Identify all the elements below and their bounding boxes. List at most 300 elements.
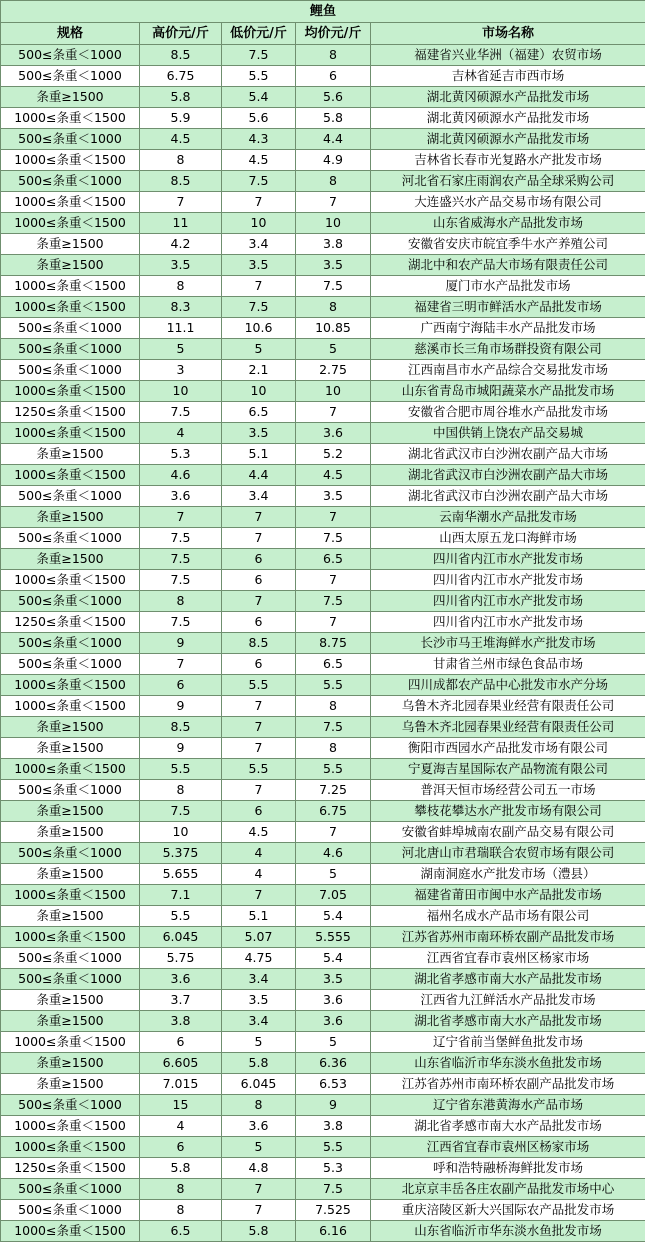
market-name-cell: 宁夏海吉星国际农产品物流有限公司 <box>371 759 645 780</box>
table-row <box>1 1074 645 1095</box>
low-price-cell: 5 <box>222 339 296 360</box>
market-name-cell: 四川省内江市水产批发市场 <box>371 612 645 633</box>
avg-price-cell: 6.5 <box>296 654 371 675</box>
spec-cell: 1000≤条重＜1500 <box>1 927 140 948</box>
market-name-cell: 呼和浩特融桥海鲜批发市场 <box>371 1158 645 1179</box>
avg-price-cell: 4.4 <box>296 129 371 150</box>
low-price-cell: 5.5 <box>222 66 296 87</box>
high-price-cell: 7.5 <box>140 549 222 570</box>
market-name-cell: 山东省临沂市华东淡水鱼批发市场 <box>371 1053 645 1074</box>
avg-price-cell: 7 <box>296 192 371 213</box>
table-row <box>1 759 645 780</box>
high-price-cell: 7 <box>140 654 222 675</box>
market-name-cell: 山东省威海水产品批发市场 <box>371 213 645 234</box>
avg-price-cell: 3.6 <box>296 1011 371 1032</box>
market-name-cell: 湖北省孝感市南大水产品批发市场 <box>371 1116 645 1137</box>
low-price-cell: 3.5 <box>222 990 296 1011</box>
high-price-cell: 4.6 <box>140 465 222 486</box>
avg-price-cell: 7.5 <box>296 591 371 612</box>
table-row <box>1 381 645 402</box>
spec-cell: 条重≥1500 <box>1 1011 140 1032</box>
table-row <box>1 1011 645 1032</box>
table-row <box>1 87 645 108</box>
table-row <box>1 822 645 843</box>
spec-cell: 500≤条重＜1000 <box>1 129 140 150</box>
high-price-cell: 7.5 <box>140 612 222 633</box>
low-price-cell: 10.6 <box>222 318 296 339</box>
high-price-cell: 7 <box>140 192 222 213</box>
avg-price-cell: 5.555 <box>296 927 371 948</box>
market-name-cell: 安徽省合肥市周谷堆水产品批发市场 <box>371 402 645 423</box>
table-row <box>1 1158 645 1179</box>
market-name-cell: 福建省兴业华洲（福建）农贸市场 <box>371 45 645 66</box>
table-row <box>1 1053 645 1074</box>
market-name-cell: 重庆涪陵区新大兴国际农产品批发市场 <box>371 1200 645 1221</box>
low-price-cell: 7.5 <box>222 171 296 192</box>
high-price-cell: 8.5 <box>140 45 222 66</box>
spec-cell: 1250≤条重＜1500 <box>1 402 140 423</box>
high-price-cell: 7 <box>140 507 222 528</box>
table-row <box>1 1116 645 1137</box>
spec-cell: 条重≥1500 <box>1 717 140 738</box>
market-name-cell: 江苏省苏州市南环桥农副产品批发市场 <box>371 1074 645 1095</box>
table-row <box>1 927 645 948</box>
high-price-cell: 7.5 <box>140 801 222 822</box>
market-name-cell: 福建省莆田市闽中水产品批发市场 <box>371 885 645 906</box>
high-price-cell: 5.5 <box>140 759 222 780</box>
spec-cell: 500≤条重＜1000 <box>1 45 140 66</box>
avg-price-cell: 7.5 <box>296 528 371 549</box>
spec-cell: 条重≥1500 <box>1 738 140 759</box>
spec-cell: 条重≥1500 <box>1 822 140 843</box>
avg-price-cell: 7.525 <box>296 1200 371 1221</box>
spec-cell: 1000≤条重＜1500 <box>1 885 140 906</box>
low-price-cell: 4 <box>222 843 296 864</box>
spec-cell: 500≤条重＜1000 <box>1 171 140 192</box>
avg-price-cell: 5.5 <box>296 1137 371 1158</box>
high-price-cell: 6 <box>140 675 222 696</box>
table-row <box>1 255 645 276</box>
market-name-cell: 慈溪市长三角市场群投资有限公司 <box>371 339 645 360</box>
spec-cell: 1000≤条重＜1500 <box>1 297 140 318</box>
table-row <box>1 45 645 66</box>
avg-price-cell: 5 <box>296 339 371 360</box>
table-row <box>1 864 645 885</box>
avg-price-cell: 7 <box>296 612 371 633</box>
high-price-cell: 3.8 <box>140 1011 222 1032</box>
high-price-cell: 9 <box>140 738 222 759</box>
table-row <box>1 696 645 717</box>
low-price-cell: 10 <box>222 381 296 402</box>
spec-cell: 条重≥1500 <box>1 864 140 885</box>
table-row <box>1 318 645 339</box>
market-name-cell: 四川省内江市水产批发市场 <box>371 549 645 570</box>
high-price-cell: 3 <box>140 360 222 381</box>
high-price-cell: 5.8 <box>140 87 222 108</box>
avg-price-cell: 10 <box>296 381 371 402</box>
low-price-cell: 3.4 <box>222 969 296 990</box>
table-row <box>1 906 645 927</box>
low-price-cell: 4.5 <box>222 822 296 843</box>
spec-cell: 条重≥1500 <box>1 507 140 528</box>
high-price-cell: 8.3 <box>140 297 222 318</box>
avg-price-cell: 4.6 <box>296 843 371 864</box>
high-price-cell: 11.1 <box>140 318 222 339</box>
market-name-cell: 山西太原五龙口海鲜市场 <box>371 528 645 549</box>
market-name-cell: 河北唐山市君瑞联合农贸市场有限公司 <box>371 843 645 864</box>
table-row <box>1 591 645 612</box>
high-price-cell: 6.5 <box>140 1221 222 1242</box>
avg-price-cell: 6.16 <box>296 1221 371 1242</box>
table-row <box>1 1032 645 1053</box>
table-row <box>1 360 645 381</box>
low-price-cell: 7 <box>222 591 296 612</box>
market-name-cell: 广西南宁海陆丰水产品批发市场 <box>371 318 645 339</box>
high-price-cell: 7.5 <box>140 528 222 549</box>
spec-cell: 条重≥1500 <box>1 444 140 465</box>
low-price-cell: 7 <box>222 696 296 717</box>
table-row <box>1 339 645 360</box>
market-name-cell: 湖北省武汉市白沙洲农副产品大市场 <box>371 465 645 486</box>
title-row <box>1 1 645 23</box>
low-price-cell: 5.4 <box>222 87 296 108</box>
avg-price-cell: 5 <box>296 864 371 885</box>
market-name-cell: 云南华潮水产品批发市场 <box>371 507 645 528</box>
table-row <box>1 717 645 738</box>
avg-price-cell: 7.5 <box>296 276 371 297</box>
avg-price-cell: 6 <box>296 66 371 87</box>
table-row <box>1 528 645 549</box>
low-price-cell: 7 <box>222 276 296 297</box>
avg-price-cell: 4.9 <box>296 150 371 171</box>
high-price-cell: 3.6 <box>140 486 222 507</box>
table-row <box>1 444 645 465</box>
market-name-cell: 福建省三明市鲜活水产品批发市场 <box>371 297 645 318</box>
spec-cell: 500≤条重＜1000 <box>1 1179 140 1200</box>
low-price-cell: 6 <box>222 654 296 675</box>
avg-price-cell: 10.85 <box>296 318 371 339</box>
high-price-cell: 3.5 <box>140 255 222 276</box>
spec-cell: 1000≤条重＜1500 <box>1 759 140 780</box>
table-row <box>1 738 645 759</box>
table-row <box>1 885 645 906</box>
low-price-cell: 5.6 <box>222 108 296 129</box>
table-row <box>1 570 645 591</box>
low-price-cell: 5.8 <box>222 1053 296 1074</box>
low-price-cell: 5 <box>222 1032 296 1053</box>
table-row <box>1 675 645 696</box>
table-row <box>1 780 645 801</box>
table-row <box>1 465 645 486</box>
high-price-cell: 7.5 <box>140 570 222 591</box>
table-row <box>1 276 645 297</box>
market-name-cell: 江西省宜春市袁州区杨家市场 <box>371 948 645 969</box>
avg-price-cell: 3.6 <box>296 990 371 1011</box>
spec-cell: 1000≤条重＜1500 <box>1 1116 140 1137</box>
market-name-cell: 江西省宜春市袁州区杨家市场 <box>371 1137 645 1158</box>
avg-price-cell: 7 <box>296 570 371 591</box>
market-name-cell: 四川省内江市水产批发市场 <box>371 591 645 612</box>
market-name-cell: 江苏省苏州市南环桥农副产品批发市场 <box>371 927 645 948</box>
high-price-cell: 6.75 <box>140 66 222 87</box>
spec-cell: 500≤条重＜1000 <box>1 654 140 675</box>
high-price-cell: 7.1 <box>140 885 222 906</box>
avg-price-cell: 7.5 <box>296 1179 371 1200</box>
table-row <box>1 549 645 570</box>
high-price-cell: 15 <box>140 1095 222 1116</box>
high-price-cell: 4.5 <box>140 129 222 150</box>
low-price-cell: 2.1 <box>222 360 296 381</box>
avg-price-cell: 6.5 <box>296 549 371 570</box>
spec-cell: 1000≤条重＜1500 <box>1 1221 140 1242</box>
low-price-cell: 7 <box>222 738 296 759</box>
low-price-cell: 4.4 <box>222 465 296 486</box>
high-price-cell: 5.75 <box>140 948 222 969</box>
high-price-cell: 5.375 <box>140 843 222 864</box>
low-price-cell: 6 <box>222 801 296 822</box>
low-price-cell: 7 <box>222 780 296 801</box>
spec-cell: 1000≤条重＜1500 <box>1 192 140 213</box>
spec-cell: 1000≤条重＜1500 <box>1 276 140 297</box>
spec-cell: 1250≤条重＜1500 <box>1 612 140 633</box>
market-name-cell: 辽宁省东港黄海水产品市场 <box>371 1095 645 1116</box>
avg-price-cell: 3.5 <box>296 486 371 507</box>
high-price-cell: 6.605 <box>140 1053 222 1074</box>
low-price-cell: 5.1 <box>222 906 296 927</box>
avg-price-cell: 8 <box>296 738 371 759</box>
spec-cell: 条重≥1500 <box>1 87 140 108</box>
header-high-price: 高价元/斤 <box>140 23 222 45</box>
avg-price-cell: 8 <box>296 297 371 318</box>
market-name-cell: 长沙市马王堆海鲜水产批发市场 <box>371 633 645 654</box>
spec-cell: 1000≤条重＜1500 <box>1 696 140 717</box>
spec-cell: 1000≤条重＜1500 <box>1 150 140 171</box>
market-name-cell: 大连盛兴水产品交易市场有限公司 <box>371 192 645 213</box>
market-name-cell: 湖北省孝感市南大水产品批发市场 <box>371 969 645 990</box>
low-price-cell: 3.4 <box>222 486 296 507</box>
spec-cell: 1250≤条重＜1500 <box>1 1158 140 1179</box>
spec-cell: 条重≥1500 <box>1 990 140 1011</box>
table-row <box>1 507 645 528</box>
high-price-cell: 7.5 <box>140 402 222 423</box>
market-name-cell: 四川成都农产品中心批发市水产分场 <box>371 675 645 696</box>
spec-cell: 500≤条重＜1000 <box>1 633 140 654</box>
table-row <box>1 234 645 255</box>
table-row <box>1 486 645 507</box>
avg-price-cell: 7 <box>296 507 371 528</box>
table-row <box>1 843 645 864</box>
low-price-cell: 5.07 <box>222 927 296 948</box>
avg-price-cell: 9 <box>296 1095 371 1116</box>
spec-cell: 500≤条重＜1000 <box>1 948 140 969</box>
low-price-cell: 7 <box>222 1179 296 1200</box>
high-price-cell: 6 <box>140 1032 222 1053</box>
table-row <box>1 423 645 444</box>
market-name-cell: 安徽省蚌埠城南农副产品交易有限公司 <box>371 822 645 843</box>
high-price-cell: 5.8 <box>140 1158 222 1179</box>
low-price-cell: 5.1 <box>222 444 296 465</box>
market-name-cell: 山东省临沂市华东淡水鱼批发市场 <box>371 1221 645 1242</box>
table-row <box>1 633 645 654</box>
avg-price-cell: 7 <box>296 402 371 423</box>
high-price-cell: 8 <box>140 1179 222 1200</box>
low-price-cell: 4 <box>222 864 296 885</box>
low-price-cell: 6.045 <box>222 1074 296 1095</box>
spec-cell: 500≤条重＜1000 <box>1 66 140 87</box>
market-name-cell: 湖北省武汉市白沙洲农副产品大市场 <box>371 444 645 465</box>
low-price-cell: 3.6 <box>222 1116 296 1137</box>
high-price-cell: 9 <box>140 633 222 654</box>
spec-cell: 条重≥1500 <box>1 1074 140 1095</box>
spec-cell: 500≤条重＜1000 <box>1 591 140 612</box>
spec-cell: 条重≥1500 <box>1 255 140 276</box>
low-price-cell: 7 <box>222 885 296 906</box>
market-name-cell: 甘肃省兰州市绿色食品市场 <box>371 654 645 675</box>
avg-price-cell: 7.5 <box>296 717 371 738</box>
table-row <box>1 171 645 192</box>
low-price-cell: 7 <box>222 1200 296 1221</box>
avg-price-cell: 3.8 <box>296 234 371 255</box>
market-name-cell: 湖北省武汉市白沙洲农副产品大市场 <box>371 486 645 507</box>
low-price-cell: 4.3 <box>222 129 296 150</box>
spec-cell: 500≤条重＜1000 <box>1 1200 140 1221</box>
table-row <box>1 129 645 150</box>
spec-cell: 1000≤条重＜1500 <box>1 1032 140 1053</box>
high-price-cell: 5.655 <box>140 864 222 885</box>
spec-cell: 1000≤条重＜1500 <box>1 213 140 234</box>
low-price-cell: 3.5 <box>222 255 296 276</box>
spec-cell: 条重≥1500 <box>1 906 140 927</box>
spec-cell: 500≤条重＜1000 <box>1 360 140 381</box>
avg-price-cell: 6.36 <box>296 1053 371 1074</box>
low-price-cell: 5.8 <box>222 1221 296 1242</box>
spec-cell: 1000≤条重＜1500 <box>1 1137 140 1158</box>
low-price-cell: 3.5 <box>222 423 296 444</box>
avg-price-cell: 4.5 <box>296 465 371 486</box>
low-price-cell: 3.4 <box>222 1011 296 1032</box>
spec-cell: 500≤条重＜1000 <box>1 780 140 801</box>
avg-price-cell: 5.5 <box>296 675 371 696</box>
high-price-cell: 8 <box>140 150 222 171</box>
table-row <box>1 654 645 675</box>
table-row <box>1 612 645 633</box>
avg-price-cell: 5.4 <box>296 906 371 927</box>
low-price-cell: 6 <box>222 549 296 570</box>
table-row <box>1 192 645 213</box>
table-row <box>1 1221 645 1242</box>
high-price-cell: 6.045 <box>140 927 222 948</box>
low-price-cell: 7 <box>222 507 296 528</box>
high-price-cell: 5 <box>140 339 222 360</box>
avg-price-cell: 7.05 <box>296 885 371 906</box>
avg-price-cell: 5.3 <box>296 1158 371 1179</box>
header-row <box>1 23 645 45</box>
spec-cell: 1000≤条重＜1500 <box>1 465 140 486</box>
high-price-cell: 4 <box>140 423 222 444</box>
low-price-cell: 5.5 <box>222 759 296 780</box>
table-row <box>1 1095 645 1116</box>
avg-price-cell: 3.6 <box>296 423 371 444</box>
avg-price-cell: 8.75 <box>296 633 371 654</box>
spec-cell: 1000≤条重＜1500 <box>1 108 140 129</box>
spec-cell: 500≤条重＜1000 <box>1 969 140 990</box>
avg-price-cell: 7.25 <box>296 780 371 801</box>
header-low-price: 低价元/斤 <box>222 23 296 45</box>
table-row <box>1 1179 645 1200</box>
high-price-cell: 8.5 <box>140 171 222 192</box>
market-name-cell: 福州名成水产品市场有限公司 <box>371 906 645 927</box>
table-row <box>1 990 645 1011</box>
low-price-cell: 3.4 <box>222 234 296 255</box>
avg-price-cell: 5.2 <box>296 444 371 465</box>
market-name-cell: 攀枝花攀达水产批发市场有限公司 <box>371 801 645 822</box>
table-row <box>1 1137 645 1158</box>
avg-price-cell: 3.5 <box>296 969 371 990</box>
spec-cell: 1000≤条重＜1500 <box>1 381 140 402</box>
low-price-cell: 8 <box>222 1095 296 1116</box>
high-price-cell: 8 <box>140 591 222 612</box>
market-name-cell: 安徽省安庆市皖宜季牛水产养殖公司 <box>371 234 645 255</box>
high-price-cell: 8 <box>140 1200 222 1221</box>
table-row <box>1 108 645 129</box>
high-price-cell: 6 <box>140 1137 222 1158</box>
spec-cell: 条重≥1500 <box>1 1053 140 1074</box>
high-price-cell: 10 <box>140 381 222 402</box>
market-name-cell: 厦门市水产品批发市场 <box>371 276 645 297</box>
avg-price-cell: 3.8 <box>296 1116 371 1137</box>
market-name-cell: 湖北黄冈硕源水产品批发市场 <box>371 87 645 108</box>
avg-price-cell: 8 <box>296 45 371 66</box>
spec-cell: 1000≤条重＜1500 <box>1 675 140 696</box>
avg-price-cell: 8 <box>296 696 371 717</box>
avg-price-cell: 2.75 <box>296 360 371 381</box>
low-price-cell: 7 <box>222 717 296 738</box>
high-price-cell: 5.9 <box>140 108 222 129</box>
high-price-cell: 8 <box>140 276 222 297</box>
market-name-cell: 衡阳市西园水产品批发市场有限公司 <box>371 738 645 759</box>
market-name-cell: 辽宁省前当堡鲜鱼批发市场 <box>371 1032 645 1053</box>
avg-price-cell: 5.6 <box>296 87 371 108</box>
spec-cell: 500≤条重＜1000 <box>1 486 140 507</box>
market-name-cell: 湖北中和农产品大市场有限责任公司 <box>371 255 645 276</box>
avg-price-cell: 6.53 <box>296 1074 371 1095</box>
market-name-cell: 河北省石家庄雨润农产品全球采购公司 <box>371 171 645 192</box>
low-price-cell: 8.5 <box>222 633 296 654</box>
avg-price-cell: 3.5 <box>296 255 371 276</box>
market-name-cell: 北京京丰岳各庄农副产品批发市场中心 <box>371 1179 645 1200</box>
market-name-cell: 江西南昌市水产品综合交易批发市场 <box>371 360 645 381</box>
table-row <box>1 1200 645 1221</box>
spec-cell: 500≤条重＜1000 <box>1 318 140 339</box>
market-name-cell: 吉林省延吉市西市场 <box>371 66 645 87</box>
table-body <box>1 45 645 1242</box>
market-name-cell: 湖北黄冈硕源水产品批发市场 <box>371 108 645 129</box>
low-price-cell: 10 <box>222 213 296 234</box>
high-price-cell: 10 <box>140 822 222 843</box>
spec-cell: 500≤条重＜1000 <box>1 528 140 549</box>
high-price-cell: 5.3 <box>140 444 222 465</box>
high-price-cell: 4 <box>140 1116 222 1137</box>
market-name-cell: 乌鲁木齐北园春果业经营有限责任公司 <box>371 696 645 717</box>
header-avg-price: 均价元/斤 <box>296 23 371 45</box>
avg-price-cell: 6.75 <box>296 801 371 822</box>
market-name-cell: 乌鲁木齐北园春果业经营有限责任公司 <box>371 717 645 738</box>
header-spec: 规格 <box>1 23 140 45</box>
market-name-cell: 湖北省孝感市南大水产品批发市场 <box>371 1011 645 1032</box>
low-price-cell: 6 <box>222 612 296 633</box>
low-price-cell: 7.5 <box>222 45 296 66</box>
spec-cell: 条重≥1500 <box>1 549 140 570</box>
